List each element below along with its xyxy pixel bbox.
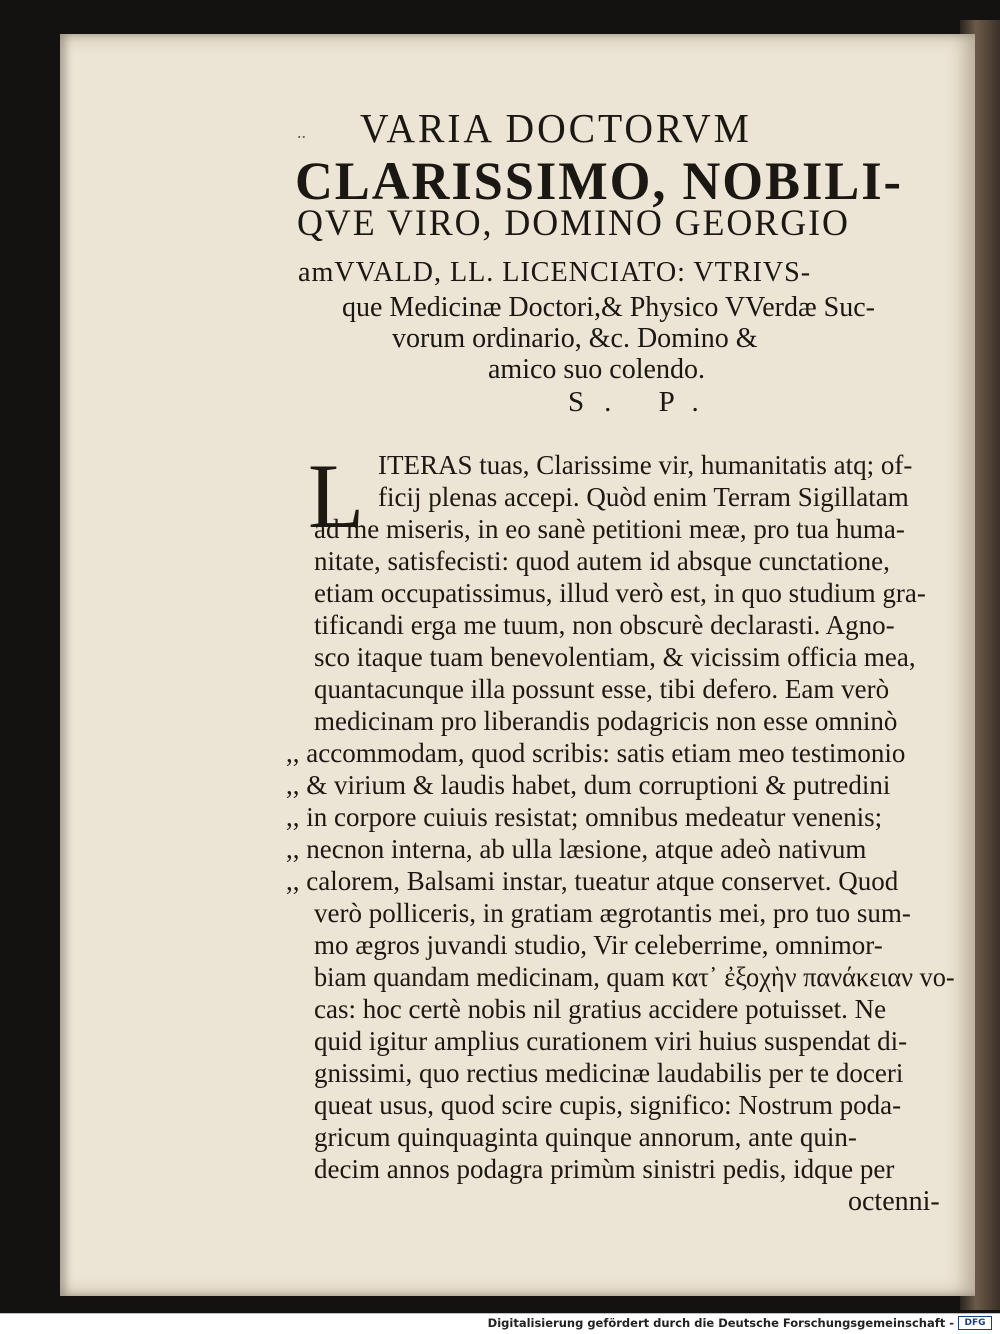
dfg-logo: DFG <box>958 1316 992 1330</box>
body-line: cas: hoc certè nobis nil gratius accidere potuisset. Ne <box>314 994 887 1024</box>
body-line: gnissimi, quo rectius medicinæ laudabilis per te doceri <box>314 1058 904 1088</box>
body-line: ITERAS tuas, Clarissime vir, humanitatis atq; of- <box>378 450 913 480</box>
body-line: sco itaque tuam benevolentiam, & vicissim officia mea, <box>314 642 916 672</box>
heading-line-4: amVVALD, LL. LICENCIATO: VTRIVS- <box>298 256 812 288</box>
book-page <box>60 34 975 1296</box>
heading-line-1: VARIA DOCTORVM <box>360 105 752 151</box>
body-line: ,, necnon interna, ab ulla læsione, atque adeò nativum <box>286 834 867 864</box>
subheading-line-3: amico suo colendo. <box>488 354 705 385</box>
body-line: quantacunque illa possunt esse, tibi defero. Eam verò <box>314 674 890 704</box>
subheading-line-2: vorum ordinario, &c. Domino & <box>392 323 758 354</box>
body-line: ,, accommodam, quod scribis: satis etiam meo testimonio <box>286 738 906 768</box>
heading-line-2: CLARISSIMO, NOBILI- <box>295 151 903 211</box>
body-line: etiam occupatissimus, illud verò est, in quo studium gra- <box>314 578 926 608</box>
catchword: octenni- <box>848 1186 940 1217</box>
body-line: ficij plenas accepi. Quòd enim Terram Sigillatam <box>378 482 909 512</box>
heading-line-3: QVE VIRO, DOMINO GEORGIO <box>297 203 850 244</box>
body-line: mo ægros juvandi studio, Vir celeberrime, omnimor- <box>314 930 883 960</box>
body-line: gricum quinquaginta quinque annorum, ante quin- <box>314 1122 857 1152</box>
body-line: ad me miseris, in eo sanè petitioni meæ, pro tua huma- <box>314 514 905 544</box>
body-line: nitate, satisfecisti: quod autem id absque cunctatione, <box>314 546 890 576</box>
funding-notice: Digitalisierung gefördert durch die Deutsche Forschungsgemeinschaft - <box>487 1316 954 1330</box>
body-line: medicinam pro liberandis podagricis non esse omninò <box>314 706 898 736</box>
salutation: S. P. <box>568 386 719 418</box>
body-line: queat usus, quod scire cupis, significo: Nostrum poda- <box>314 1090 902 1120</box>
body-line: quid igitur amplius curationem viri huius suspendat di- <box>314 1026 908 1056</box>
body-line: verò polliceris, in gratiam ægrotantis mei, pro tuo sum- <box>314 898 911 928</box>
body-line: ,, calorem, Balsami instar, tueatur atque conservet. Quod <box>286 866 899 896</box>
body-line: decim annos podagra primùm sinistri pedis, idque per <box>314 1154 895 1184</box>
body-line: ,, in corpore cuiuis resistat; omnibus medeatur venenis; <box>286 802 883 832</box>
body-line: biam quandam medicinam, quam κατ᾽ ἐξοχὴν πανάκειαν vo- <box>314 962 955 992</box>
body-line: tificandi erga me tuum, non obscurè declarasti. Agno- <box>314 610 895 640</box>
body-line: ,, & virium & laudis habet, dum corruptioni & putredini <box>286 770 891 800</box>
drop-capital: L <box>308 445 365 547</box>
page-marker: .. <box>297 122 306 142</box>
digitization-footer <box>0 1313 1000 1334</box>
subheading-line-1: que Medicinæ Doctori,& Physico VVerdæ Suc- <box>342 292 875 323</box>
